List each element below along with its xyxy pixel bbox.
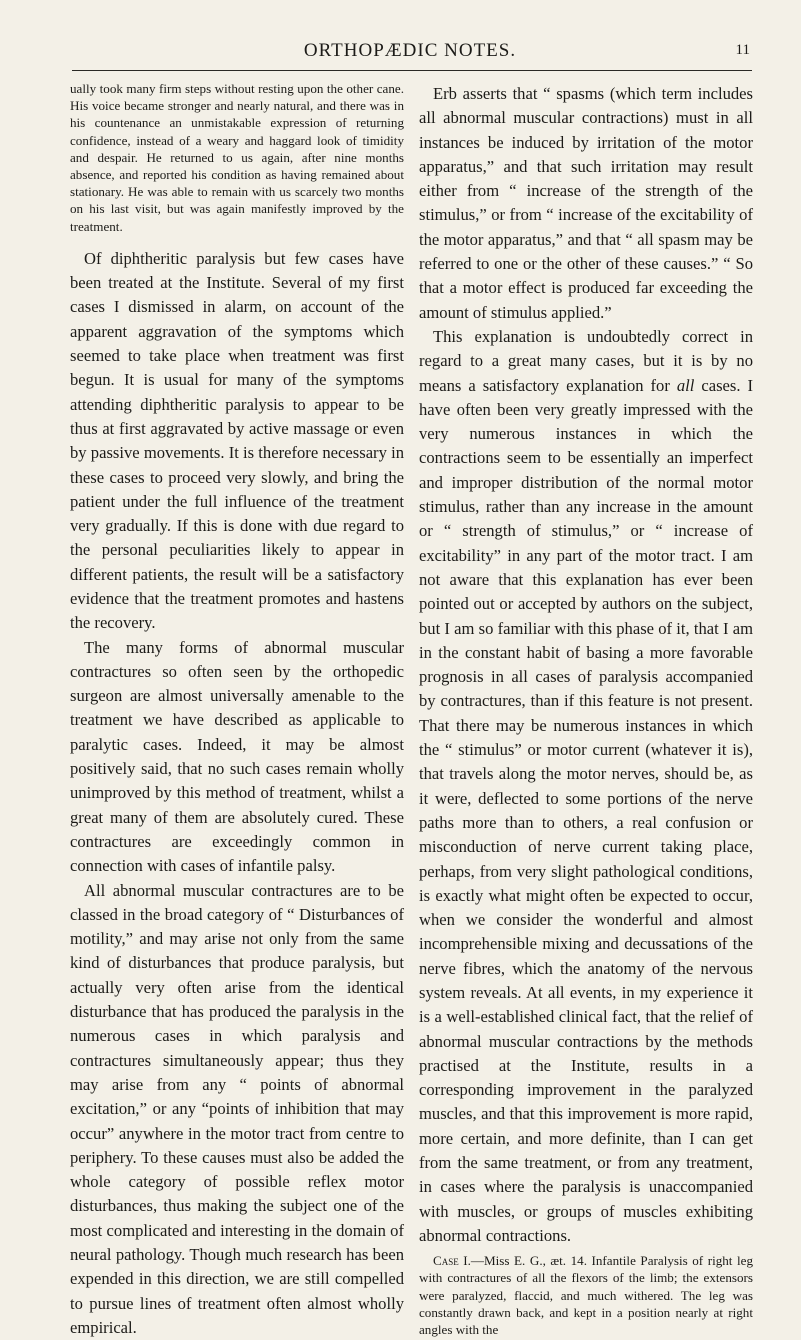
left-column [70, 80, 404, 1340]
explanation-text-start: This explanation is undoubtedly correct in regard to a great many cases, but it is by no means a satisfactory explanation for [419, 326, 753, 395]
contractures-paragraph: The many forms of abnormal muscular contractures so often seen by the orthopedic surgeon are almost universally amenable to the treatment we have described as applicable to paralytic cases. Indeed, it may be almost positively said, that no such cases remain wholly unimproved by this method of treatment, whilst a great many of them are absolutely cured. These contractures are exceedingly common in connection with cases of infantile palsy. [70, 637, 404, 876]
right-column [419, 82, 753, 1338]
emphasis-all: all [676, 375, 695, 395]
case-one-text: —Miss E. G., æt. 14. Infantile Paralysis of right leg with contractures of all the flexors of the limb; the extensors were paralyzed, flaccid, and much withered. The leg was constantly drawn back, and kept in a position nearly at right angles with the [419, 1253, 753, 1338]
erb-paragraph: Erb asserts that “ spasms (which term includes all abnormal muscular contractions) must in all instances be induced by irritation of the motor apparatus,” and that such irritation may result either from “ increase of the strength of the stimulus,” or from “ increase of the excitability of the motor apparatus,” and that “ all spasm may be referred to one or the other of these causes.” “ So that a motor effect is produced far exceeding the amount of stimulus applied.” [419, 84, 753, 322]
page-number: 11 [735, 42, 750, 58]
explanation-text-rest: cases. I have often been very greatly impressed with the very numerous instances in which the contractions seem to be essentially an imperfect and improper distribution of the normal motor stimulus, rather than any increase in the amount or “ strength of stimulus,” or “ increase of excitability” in any part of the motor tract. I am not aware that this explanation has ever been pointed out or accepted by authors on the subject, but I am so familiar with this phase of it, that I am in the constant habit of basing a more favorable prognosis in all cases of paralysis accompanied by contractures, than if this feature is not present. That there may be numerous instances in which the “ stimulus” or motor current (whatever it is), that travels along the motor nerves, should be, as it were, deflected to some portions of the nerve paths more than to others, a real confusion or misconduction of nerve current taking place, perhaps, from very slight pathological conditions, is exactly what might often be expected to occur, when we consider the wonderful and almost incomprehensible mixing and decussations of the nerve fibres, which the anatomy of the nervous system reveals. At all events, in my experience it is a well-established clinical fact, that the relief of abnormal muscular contractions by the methods practised at the Institute, results in a corresponding improvement in the paralyzed muscles, and that this improvement is more rapid, more certain, and more definite, than I can get from the same treatment, or from any treatment, in cases where the paralysis is unaccompanied with muscles, or groups of muscles exhibiting abnormal contractions. [419, 375, 753, 1245]
case-label: Case I. [433, 1253, 471, 1269]
header-rule [72, 70, 752, 71]
diphtheritic-paralysis-paragraph: Of diphtheritic paralysis but few cases have been treated at the Institute. Several of my first cases I dismissed in alarm, on account of the apparent aggravation of the symptoms which seemed to take place when treatment was first begun. It is usual for many of the symptoms attending diphtheritic paralysis to appear to be thus at first aggravated by active massage or even by passive movements. It is therefore necessary in these cases to proceed very slowly, and bring the patient under the full influence of the treatment very gradually. If this is done with due regard to the personal peculiarities likely to appear in different patients, the result will be a satisfactory evidence that the treatment promotes and hastens the recovery. [70, 248, 404, 633]
disturbances-of-motility-paragraph: All abnormal muscular contractures are to be classed in the broad category of “ Disturbances of motility,” and may arise not only from the same kind of disturbances that produce paralysis, but actually very often arise from the identical disturbance that has produced the paralysis in the numerous cases in which paralysis and contractures simultaneously appear; thus they may arise from any “ points of abnormal excitation,” or any “points of inhibition that may occur” anywhere in the motor tract from centre to periphery. To these causes must also be added the whole category of possible reflex motor disturbances, thus making the subject one of the most complicated and interesting in the domain of neural pathology. Though much research has been expended in this direction, we are still compelled to pursue lines of treatment often almost wholly empirical. [70, 880, 404, 1337]
running-title: ORTHOPÆDIC NOTES. [303, 40, 517, 61]
case-one-paragraph [419, 1252, 753, 1338]
running-header [70, 40, 750, 66]
continued-case-paragraph: ually took many firm steps without resting upon the other cane. His voice became stronger and nearly natural, and there was in his countenance an unmistakable expression of returning confidence, instead of a weary and haggard look of timidity and despair. He returned to us again, after nine months absence, and reported his condition as having remained about stationary. He was able to remain with us scarcely two months on his last visit, but was again manifestly improved by the treatment. [70, 81, 404, 234]
explanation-paragraph [419, 325, 753, 1248]
